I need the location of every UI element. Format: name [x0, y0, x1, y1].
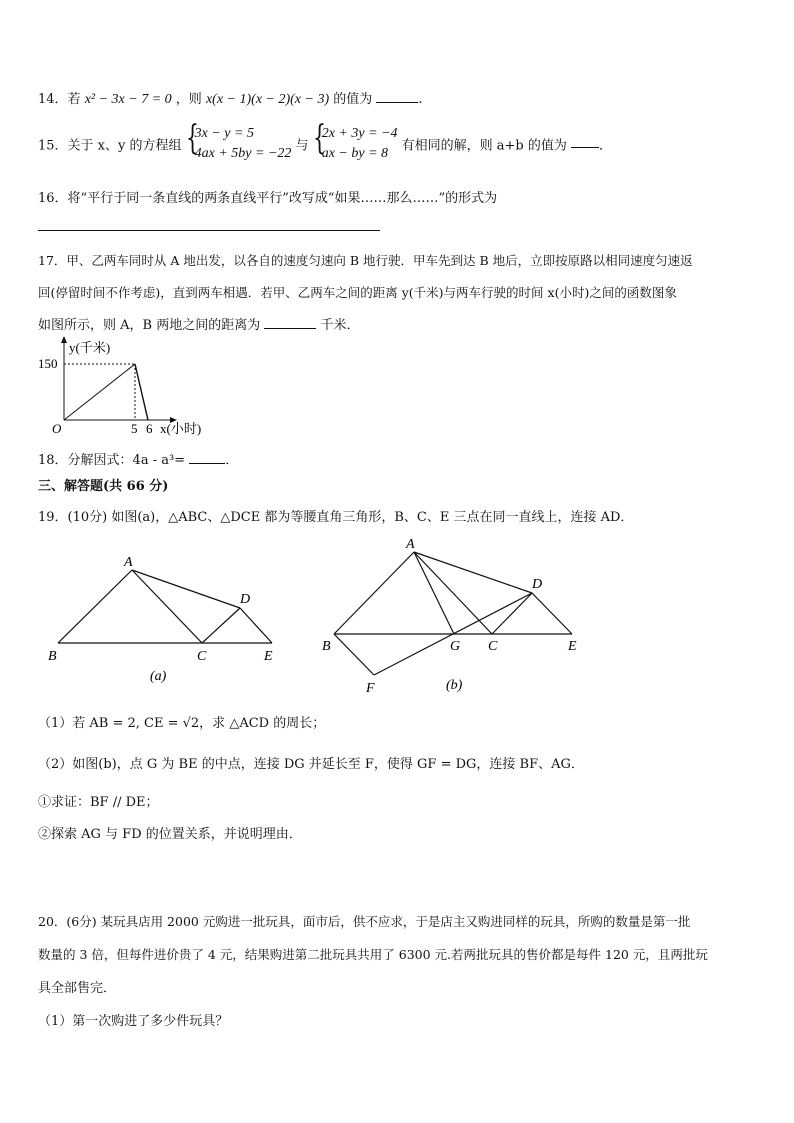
label-F: F — [366, 681, 375, 696]
question-18: 18．分解因式：4a - a³= ． — [38, 453, 239, 468]
q14-tail: 的值为 — [333, 92, 373, 107]
q14-connector: ，则 — [175, 92, 202, 107]
y-axis-arrow-icon — [61, 336, 67, 343]
graph-segment-fall — [135, 364, 148, 420]
graph-y-label: y(千米) — [69, 340, 111, 355]
segment-DE — [532, 593, 572, 634]
q17-unit: 千米． — [320, 318, 360, 333]
q19-part-1: （1）若 AB = 2, CE = √2，求 △ACD 的周长； — [38, 716, 326, 731]
segment-CD — [202, 608, 240, 643]
q14-expression: x(x − 1)(x − 2)(x − 3) — [205, 92, 330, 107]
graph-y-tick: 150 — [38, 356, 58, 371]
section-3-title: 三、解答题(共 66 分) — [38, 479, 169, 494]
q15-sys1-eq1: 3x − y = 5 — [194, 126, 254, 141]
q15-sys2-eq2: ax − by = 8 — [321, 146, 389, 161]
caption-a: (a) — [150, 669, 167, 684]
q17-function-graph — [40, 336, 230, 441]
q15-answer-blank[interactable] — [571, 147, 599, 148]
q18-text: 18．分解因式：4a - a³= — [38, 453, 186, 468]
q15-tail: 有相同的解，则 a+b 的值为 — [401, 138, 567, 154]
q17-line-2: 回(停留时间不作考虑)，直到两车相遇．若甲、乙两车之间的距离 y(千米)与两车行驶的时间 x(小时)之间的函数图象 — [38, 285, 677, 300]
q15-sys2-eq1: 2x + 3y = −4 — [321, 126, 398, 141]
segment-DE — [240, 608, 272, 643]
label-A: A — [124, 555, 133, 570]
segment-AD — [414, 552, 532, 593]
q15-system-2 — [312, 118, 398, 164]
q17-line-3-text: 如图所示，则 A，B 两地之间的距离为 — [38, 318, 261, 333]
q19-part-2: （2）如图(b)，点 G 为 BE 的中点，连接 DG 并延长至 F，使得 GF = DG，连接 BF、AG． — [38, 757, 584, 772]
question-14: 14．若 x² − 3x − 7 = 0 ，则 x(x − 1)(x − 2)(x − 3) 的值为 . — [38, 92, 423, 107]
q16-answer-blank[interactable] — [38, 218, 380, 231]
q15-sys1-eq2: 4ax + 5by = −22 — [194, 146, 292, 161]
label-B: B — [48, 649, 57, 664]
graph-x-tick-6: 6 — [146, 421, 153, 436]
segment-AC — [132, 570, 202, 643]
q20-line-2: 数量的 3 倍，但每件进价贵了 4 元，结果购进第二批玩具共用了 6300 元.若两批玩具的售价都是每件 120 元，且两批玩 — [38, 947, 708, 962]
label-D: D — [532, 577, 543, 592]
q14-answer-blank[interactable] — [376, 102, 418, 103]
q14-equation: x² − 3x − 7 = 0 — [84, 92, 172, 107]
segment-CD — [492, 593, 532, 634]
q19-lead: 19．(10分) 如图(a)，△ABC、△DCE 都为等腰直角三角形，B、C、E 三点在同一直线上，连接 AD． — [38, 510, 634, 525]
graph-segment-rise — [64, 364, 135, 420]
question-15: 15．关于 x、y 的方程组 { 3x − y = 5 4ax + 5by = −22 与 { 2x + 3y = −4 ax − by = 8 有相同的解，则 a+b 的值为 ． — [38, 124, 612, 164]
q19-part-2b: ②探索 AG 与 FD 的位置关系，并说明理由． — [38, 827, 302, 842]
q17-answer-blank[interactable] — [264, 328, 316, 329]
label-G: G — [450, 639, 461, 654]
q20-line-3: 具全部售完． — [38, 981, 117, 996]
segment-AD — [132, 570, 240, 608]
graph-origin: O — [52, 421, 62, 436]
q15-lead: 15．关于 x、y 的方程组 — [38, 138, 182, 154]
question-16 — [38, 187, 497, 206]
q19-figure-b — [316, 532, 586, 697]
label-E: E — [568, 639, 577, 654]
left-brace-icon: { — [312, 118, 326, 158]
q20-line-1: 20．(6分) 某玩具店用 2000 元购进一批玩具，面市后，供不应求，于是店主又购进同样的玩具，所购的数量是第一批 — [38, 914, 691, 929]
q17-line-1: 17．甲、乙两车同时从 A 地出发，以各自的速度匀速向 B 地行驶．甲车先到达 B 地后，立即按原路以相同速度匀速返 — [38, 253, 693, 268]
caption-b: (b) — [446, 678, 463, 693]
q17-line-3 — [38, 314, 360, 333]
label-E: E — [264, 649, 273, 664]
q19-part-2a: ①求证：BF // DE； — [38, 795, 159, 810]
q15-system-1 — [185, 118, 292, 164]
label-C: C — [488, 639, 498, 654]
left-brace-icon: { — [185, 118, 199, 158]
label-B: B — [322, 639, 331, 654]
label-A: A — [406, 537, 415, 552]
q19-figure-a — [40, 548, 290, 688]
graph-x-tick-5: 5 — [131, 421, 138, 436]
q15-and: 与 — [295, 138, 309, 154]
segment-AB — [58, 570, 132, 643]
q14-number: 14．若 — [38, 92, 81, 107]
label-D: D — [240, 592, 251, 607]
segment-AB — [334, 552, 414, 634]
q16-text: 16．将“平行于同一条直线的两条直线平行”改写成“如果……那么……”的形式为 — [38, 191, 498, 206]
q18-answer-blank[interactable] — [189, 463, 225, 464]
graph-x-label: x(小时) — [160, 421, 202, 436]
q20-part-1: （1）第一次购进了多少件玩具？ — [38, 1014, 229, 1029]
segment-AC — [414, 552, 492, 634]
segment-BF — [334, 634, 374, 675]
label-C: C — [197, 649, 207, 664]
